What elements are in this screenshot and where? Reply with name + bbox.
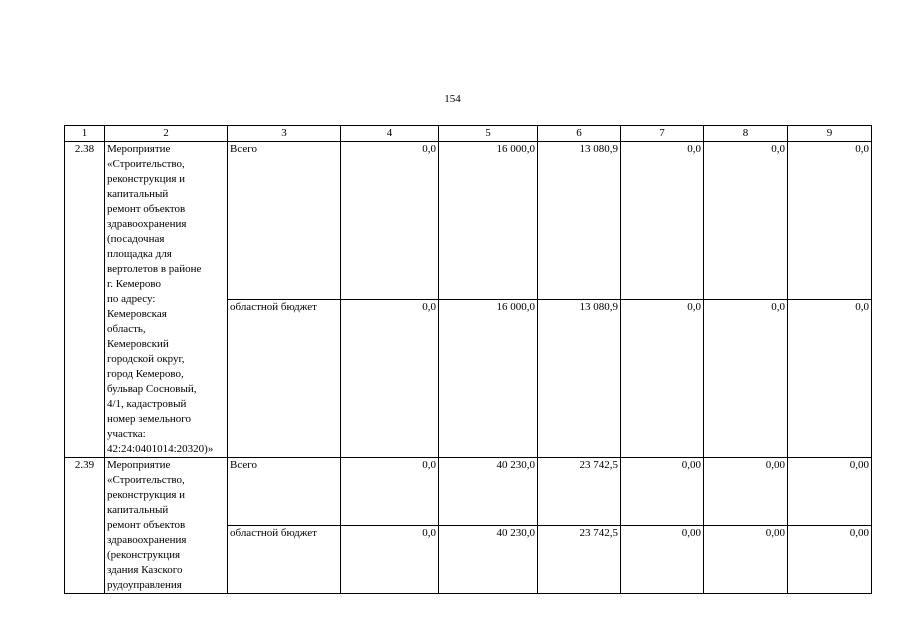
value-cell: 16 000,0 <box>439 142 538 300</box>
page-number: 154 <box>444 93 461 105</box>
value-cell: 0,0 <box>341 300 439 458</box>
value-cell: 0,0 <box>704 142 788 300</box>
header-cell: 5 <box>439 126 538 142</box>
value-cell: 0,0 <box>704 300 788 458</box>
value-cell: 0,00 <box>704 526 788 594</box>
value-cell: 23 742,5 <box>538 526 621 594</box>
value-cell: 0,0 <box>788 300 872 458</box>
value-cell: 0,0 <box>621 300 704 458</box>
funding-source-total: Всего <box>228 142 341 300</box>
value-cell: 23 742,5 <box>538 458 621 526</box>
header-cell: 9 <box>788 126 872 142</box>
value-cell: 0,0 <box>341 526 439 594</box>
table-row <box>65 142 872 300</box>
value-cell: 0,0 <box>788 142 872 300</box>
header-cell: 1 <box>65 126 105 142</box>
value-cell: 0,0 <box>341 142 439 300</box>
value-cell: 0,00 <box>788 526 872 594</box>
row-name: Мероприятие «Строительство, реконструкция и капитальный ремонт объектов здравоохранения (посадочная площадка для вертолетов в районе г. Кемерово по адресу: Кемеровская область, Кемеровский городской округ, город Кемерово, бульвар Сосновый, 4/1, кадастровый номер земельного участка: 42:24:0401014:20320)» <box>105 142 228 458</box>
header-cell: 3 <box>228 126 341 142</box>
row-name: Мероприятие «Строительство, реконструкция и капитальный ремонт объектов здравоохранения (реконструкция здания Казского рудоуправления <box>105 458 228 594</box>
value-cell: 0,00 <box>704 458 788 526</box>
header-cell: 8 <box>704 126 788 142</box>
row-code: 2.38 <box>65 142 105 458</box>
funding-source-total: Всего <box>228 458 341 526</box>
value-cell: 0,0 <box>621 142 704 300</box>
funding-source-regional: областной бюджет <box>228 526 341 594</box>
funding-source-regional: областной бюджет <box>228 300 341 458</box>
header-cell: 6 <box>538 126 621 142</box>
header-cell: 4 <box>341 126 439 142</box>
header-cell: 7 <box>621 126 704 142</box>
value-cell: 0,00 <box>621 526 704 594</box>
header-cell: 2 <box>105 126 228 142</box>
table-header-row <box>65 126 872 142</box>
budget-table <box>64 125 872 594</box>
value-cell: 13 080,9 <box>538 142 621 300</box>
row-code: 2.39 <box>65 458 105 594</box>
value-cell: 0,00 <box>788 458 872 526</box>
value-cell: 13 080,9 <box>538 300 621 458</box>
value-cell: 0,0 <box>341 458 439 526</box>
value-cell: 40 230,0 <box>439 458 538 526</box>
value-cell: 40 230,0 <box>439 526 538 594</box>
value-cell: 0,00 <box>621 458 704 526</box>
value-cell: 16 000,0 <box>439 300 538 458</box>
table-row <box>65 458 872 526</box>
